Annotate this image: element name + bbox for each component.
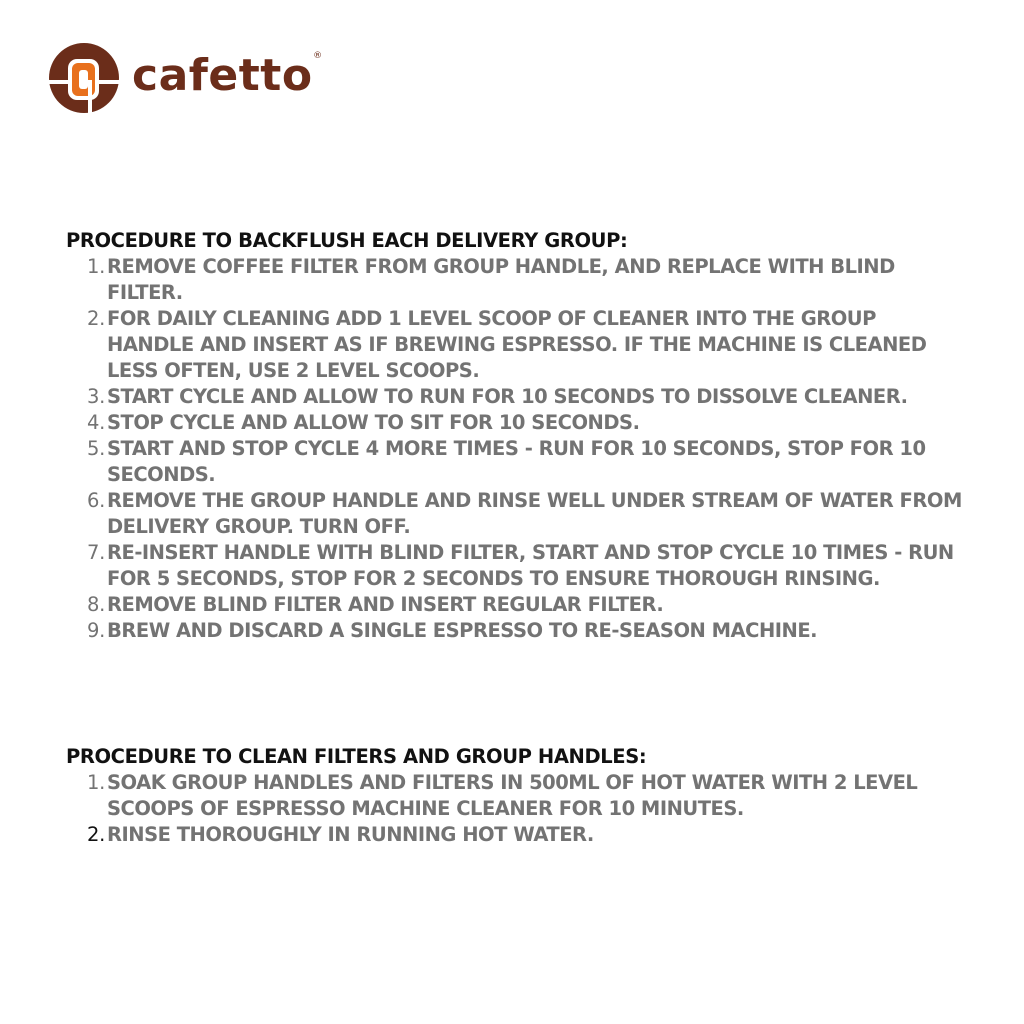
backflush-section [66, 228, 966, 644]
step-text: REMOVE BLIND FILTER AND INSERT REGULAR FILTER. [107, 593, 664, 616]
backflush-step [66, 592, 966, 618]
backflush-step [66, 410, 966, 436]
filters-step [66, 770, 966, 822]
backflush-step [66, 488, 966, 540]
step-text: RE-INSERT HANDLE WITH BLIND FILTER, START AND STOP CYCLE 10 TIMES - RUN FOR 5 SECONDS, STOP FOR 2 SECONDS TO ENSURE THOROUGH RINSING. [107, 541, 954, 590]
filters-steps [66, 770, 966, 848]
step-text: SOAK GROUP HANDLES AND FILTERS IN 500ML OF HOT WATER WITH 2 LEVEL SCOOPS OF ESPRESSO MACHINE CLEANER FOR 10 MINUTES. [107, 771, 918, 820]
step-number: 1. [86, 771, 105, 794]
backflush-step [66, 384, 966, 410]
step-number: 6. [86, 489, 105, 512]
step-text: STOP CYCLE AND ALLOW TO SIT FOR 10 SECONDS. [107, 411, 640, 434]
step-number: 7. [86, 541, 105, 564]
step-text: REMOVE THE GROUP HANDLE AND RINSE WELL UNDER STREAM OF WATER FROM DELIVERY GROUP. TURN OFF. [107, 489, 962, 538]
filters-step [66, 822, 966, 848]
brand-logo [48, 40, 323, 116]
step-text: START CYCLE AND ALLOW TO RUN FOR 10 SECONDS TO DISSOLVE CLEANER. [107, 385, 908, 408]
step-number: 2. [86, 823, 105, 846]
step-number: 3. [86, 385, 105, 408]
step-text: RINSE THOROUGHLY IN RUNNING HOT WATER. [107, 823, 594, 846]
step-number: 2. [86, 307, 105, 330]
cafetto-logo-icon [48, 42, 120, 114]
filters-section [66, 744, 966, 848]
step-number: 1. [86, 255, 105, 278]
backflush-step [66, 254, 966, 306]
backflush-step [66, 618, 966, 644]
registered-mark: ® [313, 51, 323, 61]
step-text: FOR DAILY CLEANING ADD 1 LEVEL SCOOP OF CLEANER INTO THE GROUP HANDLE AND INSERT AS IF BREWING ESPRESSO. IF THE MACHINE IS CLEANED LESS OFTEN, USE 2 LEVEL SCOOPS. [107, 307, 927, 382]
backflush-step [66, 540, 966, 592]
backflush-step [66, 306, 966, 384]
step-text: START AND STOP CYCLE 4 MORE TIMES - RUN FOR 10 SECONDS, STOP FOR 10 SECONDS. [107, 437, 926, 486]
step-number: 5. [86, 437, 105, 460]
step-number: 4. [86, 411, 105, 434]
step-number: 8. [86, 593, 105, 616]
step-number: 9. [86, 619, 105, 642]
backflush-heading: PROCEDURE TO BACKFLUSH EACH DELIVERY GROUP: [66, 229, 628, 252]
step-text: BREW AND DISCARD A SINGLE ESPRESSO TO RE-SEASON MACHINE. [107, 619, 818, 642]
backflush-step [66, 436, 966, 488]
brand-name: cafetto ® [132, 50, 323, 101]
step-text: REMOVE COFFEE FILTER FROM GROUP HANDLE, AND REPLACE WITH BLIND FILTER. [107, 255, 895, 304]
filters-heading: PROCEDURE TO CLEAN FILTERS AND GROUP HANDLES: [66, 745, 647, 768]
backflush-steps [66, 254, 966, 644]
